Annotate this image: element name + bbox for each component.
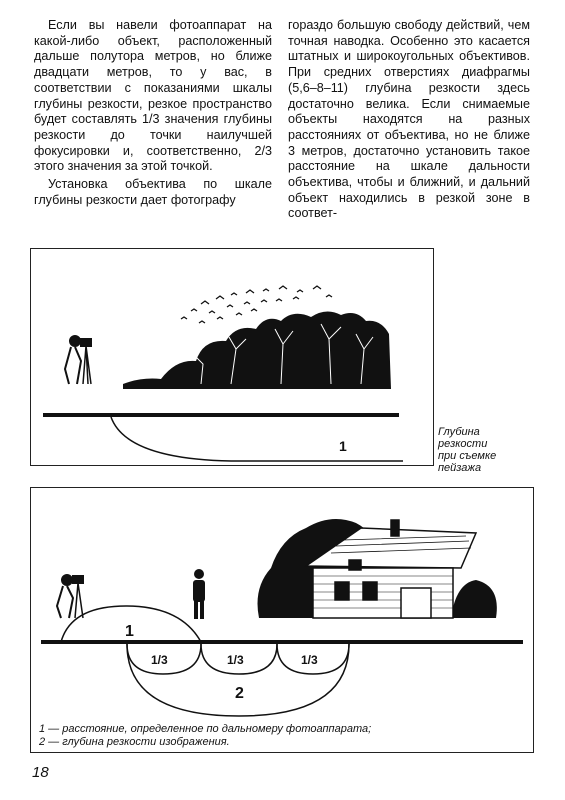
third-label: 1/3: [227, 653, 244, 667]
photographer-icon: [57, 575, 83, 618]
figure-caption: [438, 426, 496, 474]
legend-line: 1 — расстояние, определенное по дальномеру фотоаппарата;: [39, 723, 372, 735]
depth-curve: [111, 417, 403, 461]
figure-legend: [39, 723, 371, 748]
landscape-illustration: [31, 249, 433, 465]
paragraph: Установка объектива по шкале глубины резкости дает фотографу: [34, 177, 272, 207]
caption-line: пейзажа: [438, 462, 482, 474]
person-icon: [193, 569, 205, 619]
distance-label-1: 1: [125, 623, 134, 640]
paragraph: гораздо большую свободу действий, чем точная наводка. Особенно это касается штатных и широкоугольных объективов. При средних отверстиях диафрагмы (5,6–8–11) глубина резкости здесь достаточно велика. Если снимаемые объекты находятся на разных расстояниях от объектива, но не ближе 3 метров, достаточно установить такое расстояние на шкале дальности объектива, чтобы и ближний, и дальний объект находились в резкой зоне в соответ-: [288, 18, 530, 221]
figure-landscape: [30, 248, 434, 466]
third-label: 1/3: [301, 653, 318, 667]
third-label: 1/3: [151, 653, 168, 667]
caption-line: при съемке: [438, 450, 497, 462]
paragraph: Если вы навели фотоаппарат на какой-либо объект, расположенный дальше полутора метров, но ближе двадцати метров, то у вас, в соответствии с показаниями шкалы глубины резкости, резкое пространство будет составлять 1/3 значения глубины резкости до точки наилучшей фокусировки и, соответственно, 2/3 этого значения за этой точкой.: [34, 18, 272, 174]
photographer-icon: [65, 336, 91, 384]
left-text-column: [34, 18, 272, 208]
depth-label-2: 2: [235, 685, 244, 702]
house-illustration: [31, 488, 533, 752]
caption-line: Глубина: [438, 426, 480, 438]
figure-house: [30, 487, 534, 753]
depth-label-1: 1: [339, 438, 347, 454]
caption-line: резкости: [438, 438, 488, 450]
page-number: 18: [32, 764, 49, 781]
legend-line: 2 — глубина резкости изображения.: [39, 735, 230, 748]
right-text-column: [288, 18, 530, 222]
trees-icon: [123, 311, 391, 389]
